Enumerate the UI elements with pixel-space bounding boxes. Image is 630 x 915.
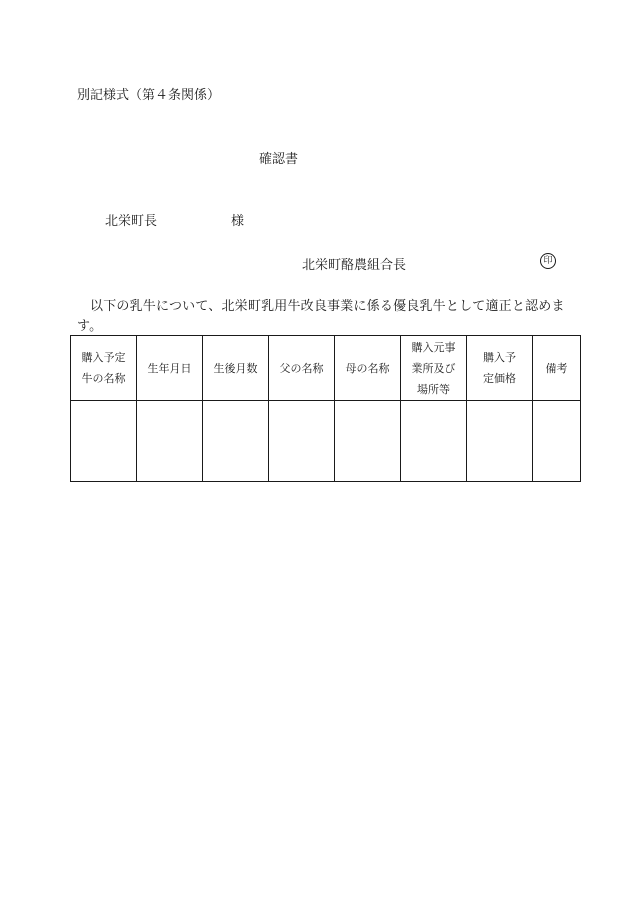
header-seller: 購入元事 業所及び 場所等 [401, 336, 467, 401]
form-label: 別記様式（第４条関係） [77, 88, 221, 103]
header-cow-name: 購入予定 牛の名称 [71, 336, 137, 401]
table-cell [335, 401, 401, 482]
header-sire-name: 父の名称 [269, 336, 335, 401]
table-row [71, 401, 581, 482]
table-cell [71, 401, 137, 482]
header-remarks: 備考 [533, 336, 581, 401]
table-cell [269, 401, 335, 482]
table-cell [533, 401, 581, 482]
addressee: 北栄町長 [105, 214, 158, 229]
header-dam-name: 母の名称 [335, 336, 401, 401]
confirmation-table [70, 335, 581, 482]
table-cell [137, 401, 203, 482]
document-title: 確認書 [259, 152, 299, 167]
header-birth-date: 生年月日 [137, 336, 203, 401]
table-header-row [71, 336, 581, 401]
header-planned-price: 購入予 定価格 [467, 336, 533, 401]
table-cell [401, 401, 467, 482]
table-cell [467, 401, 533, 482]
header-age-months: 生後月数 [203, 336, 269, 401]
table-cell [203, 401, 269, 482]
sender: 北栄町酪農組合長 [302, 258, 407, 273]
seal-mark: 印 [540, 253, 556, 269]
body-text: 以下の乳牛について、北栄町乳用牛改良事業に係る優良乳牛として適正と認めます。 [77, 299, 565, 334]
honorific: 様 [231, 214, 245, 229]
